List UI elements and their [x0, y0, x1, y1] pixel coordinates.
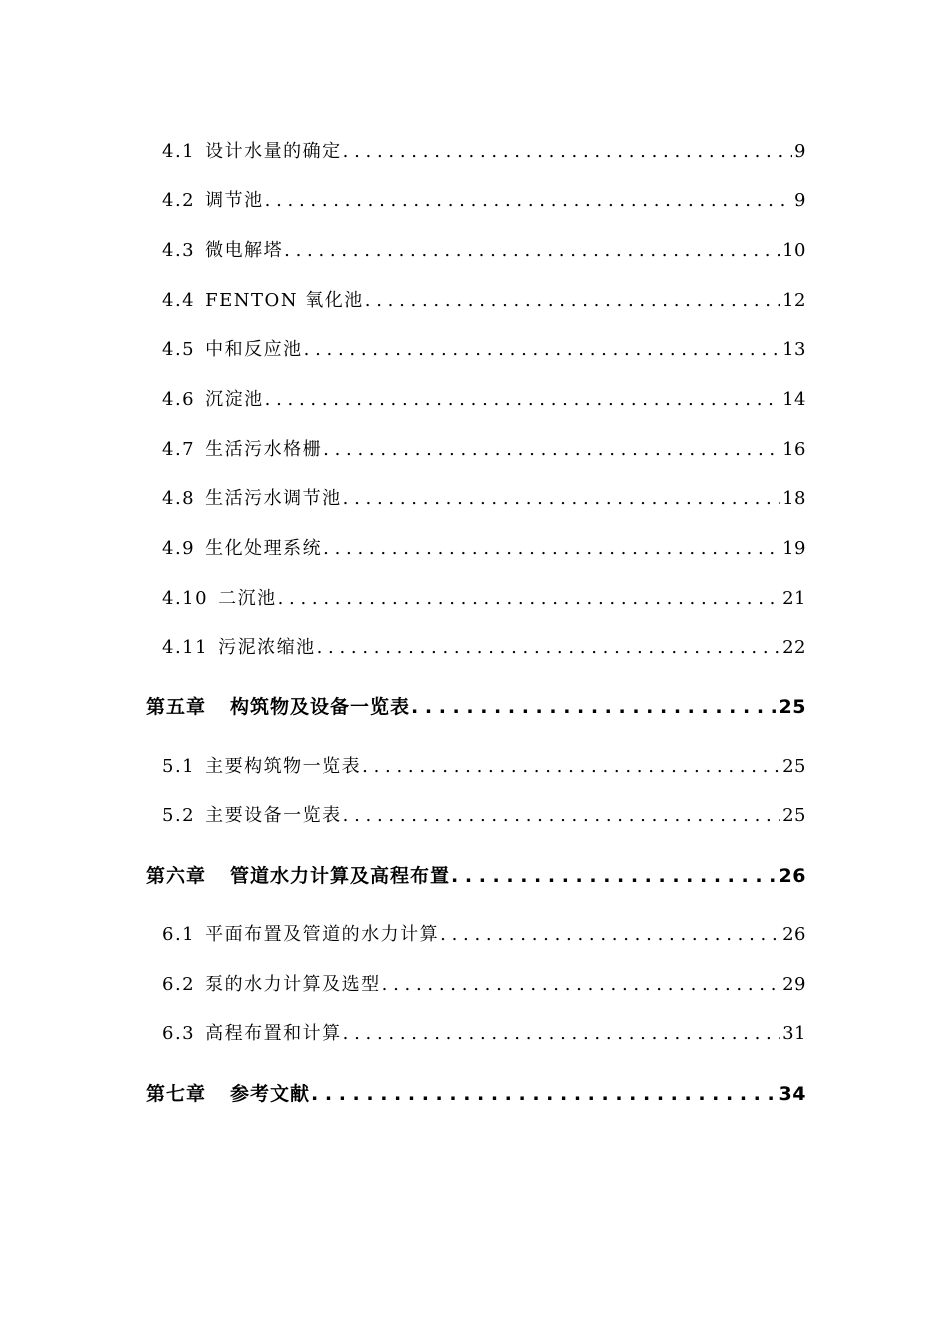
- toc-entry-page: 26: [782, 924, 806, 945]
- toc-entry-number: 4.3: [162, 240, 196, 261]
- toc-entry-number: 6.1: [162, 924, 196, 945]
- toc-entry-number: 4.1: [162, 141, 196, 162]
- toc-dot-leader: [342, 801, 780, 831]
- toc-entry-title: 设计水量的确定: [205, 141, 342, 162]
- toc-entry-title: 二沉池: [218, 588, 277, 609]
- toc-entry-page: 12: [782, 290, 806, 311]
- toc-dot-leader: [322, 534, 780, 564]
- toc-entry-page: 18: [782, 488, 806, 509]
- toc-entry-page: 14: [782, 389, 806, 410]
- toc-entry[interactable]: [162, 137, 806, 167]
- toc-entry-number: 6.2: [162, 974, 196, 995]
- toc-entry-page: 19: [782, 538, 806, 559]
- toc-entry[interactable]: [162, 484, 806, 514]
- toc-entry-page: 10: [782, 240, 806, 261]
- toc-entry-page: 9: [794, 190, 806, 211]
- toc-entry[interactable]: [162, 1019, 806, 1049]
- toc-entry-number: 5.2: [162, 805, 196, 826]
- toc-entry-title: 泵的水力计算及选型: [205, 974, 381, 995]
- toc-entry-page: 25: [782, 756, 806, 777]
- toc-entry-number: 4.2: [162, 190, 196, 211]
- toc-entry[interactable]: [162, 584, 806, 614]
- toc-entry[interactable]: [162, 970, 806, 1000]
- toc-entry-page: 13: [782, 339, 806, 360]
- toc-entry-title: 微电解塔: [205, 240, 284, 261]
- toc-entry-number: 4.11: [162, 637, 209, 658]
- toc-chapter-number: 第七章: [146, 1083, 207, 1105]
- toc-entry-number: 5.1: [162, 756, 196, 777]
- toc-dot-leader: [342, 137, 792, 167]
- toc-dot-leader: [322, 435, 780, 465]
- toc-entry[interactable]: [162, 385, 806, 415]
- toc-dot-leader: [450, 861, 777, 891]
- toc-entry-title: 平面布置及管道的水力计算: [205, 924, 440, 945]
- toc-entry[interactable]: [162, 633, 806, 663]
- toc-dot-leader: [381, 970, 780, 1000]
- toc-chapter-entry[interactable]: [146, 861, 806, 891]
- toc-entry-number: 4.4: [162, 290, 196, 311]
- toc-dot-leader: [361, 752, 780, 782]
- toc-dot-leader: [439, 920, 780, 950]
- toc-entry-page: 16: [782, 439, 806, 460]
- toc-entry-page: 29: [782, 974, 806, 995]
- toc-entry[interactable]: [162, 335, 806, 365]
- toc-dot-leader: [277, 584, 781, 614]
- toc-entry-title: 高程布置和计算: [205, 1023, 342, 1044]
- toc-entry-page: 25: [782, 805, 806, 826]
- toc-chapter-number: 第五章: [146, 696, 207, 718]
- toc-chapter-entry[interactable]: [146, 692, 806, 722]
- toc-entry-title: 生活污水调节池: [205, 488, 342, 509]
- toc-entry-title: 生化处理系统: [205, 538, 323, 559]
- toc-chapter-title: 管道水力计算及高程布置: [230, 865, 451, 887]
- toc-entry[interactable]: [162, 286, 806, 316]
- toc-entry-title: 调节池: [205, 190, 264, 211]
- toc-dot-leader: [364, 286, 780, 316]
- toc-chapter-number: 第六章: [146, 865, 207, 887]
- toc-entry-page: 31: [782, 1023, 806, 1044]
- toc-entry[interactable]: [162, 920, 806, 950]
- toc-entry-page: 21: [782, 588, 806, 609]
- toc-chapter-entry[interactable]: [146, 1079, 806, 1109]
- toc-entry-title: 沉淀池: [205, 389, 264, 410]
- toc-entry-page: 22: [782, 637, 806, 658]
- toc-chapter-page: 26: [778, 865, 806, 887]
- toc-entry-number: 4.10: [162, 588, 209, 609]
- toc-entry[interactable]: [162, 435, 806, 465]
- toc-dot-leader: [342, 1019, 780, 1049]
- toc-entry-number: 4.9: [162, 538, 196, 559]
- toc-entry-number: 4.8: [162, 488, 196, 509]
- toc-entry-title: FENTON 氧化池: [205, 290, 364, 311]
- toc-entry-title: 主要构筑物一览表: [205, 756, 362, 777]
- toc-entry-number: 4.5: [162, 339, 196, 360]
- toc-dot-leader: [283, 236, 780, 266]
- toc-entry-title: 污泥浓缩池: [218, 637, 316, 658]
- toc-dot-leader: [316, 633, 781, 663]
- toc-dot-leader: [264, 186, 792, 216]
- toc-entry[interactable]: [162, 186, 806, 216]
- toc-entry[interactable]: [162, 534, 806, 564]
- toc-entry[interactable]: [162, 752, 806, 782]
- toc-entry[interactable]: [162, 801, 806, 831]
- toc-entry-page: 9: [794, 141, 806, 162]
- toc-entry-title: 生活污水格栅: [205, 439, 323, 460]
- toc-entry-number: 4.6: [162, 389, 196, 410]
- toc-dot-leader: [410, 692, 777, 722]
- toc-dot-leader: [310, 1079, 777, 1109]
- toc-dot-leader: [342, 484, 780, 514]
- toc-chapter-title: 构筑物及设备一览表: [230, 696, 411, 718]
- toc-dot-leader: [264, 385, 780, 415]
- toc-chapter-title: 参考文献: [230, 1083, 311, 1105]
- toc-entry[interactable]: [162, 236, 806, 266]
- toc-chapter-page: 25: [778, 696, 806, 718]
- toc-chapter-page: 34: [778, 1083, 806, 1105]
- toc-entry-number: 4.7: [162, 439, 196, 460]
- toc-entry-title: 中和反应池: [205, 339, 303, 360]
- toc-dot-leader: [303, 335, 780, 365]
- toc-entry-title: 主要设备一览表: [205, 805, 342, 826]
- toc-entry-number: 6.3: [162, 1023, 196, 1044]
